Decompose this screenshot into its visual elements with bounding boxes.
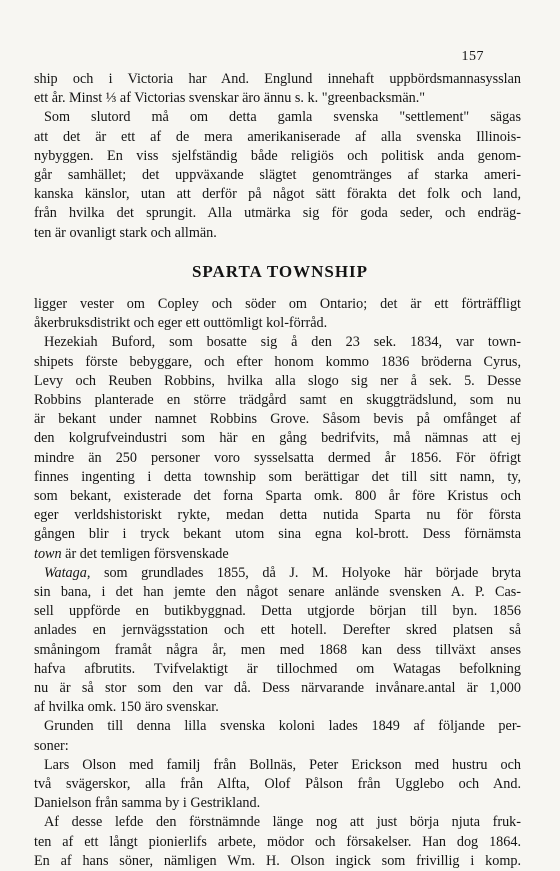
page-number: 157 bbox=[461, 49, 484, 64]
section-heading: SPARTA TOWNSHIP bbox=[191, 262, 369, 281]
text-line: ligger vester om Copley och söder om Ontario; det är ett förträffligt bbox=[34, 296, 521, 312]
text-line: ett år. Minst ⅓ af Victorias svenskar äro ännu s. k. "greenbacksmän." bbox=[34, 90, 426, 107]
text-line: sin bana, i det han jemte den något senare anlände svensken A. P. Cas- bbox=[34, 584, 521, 601]
text-line: Grunden till denna lilla svenska koloni lades 1849 af följande per- bbox=[44, 718, 521, 735]
text-line: gången blir i tryck bekant utom sina egna kol-brott. Dess förnämsta bbox=[34, 526, 521, 543]
text-line: Danielson från samma by i Gestrikland. bbox=[34, 795, 261, 812]
text-line: Af desse lefde den förstnämnde länge nog att just börja njuta fruk- bbox=[44, 814, 521, 831]
text-line: town är det temligen försvenskade bbox=[34, 545, 229, 562]
text-line: ten af ett långt pionierlifs arbete, mödor och försakelser. Han dog 1864. bbox=[34, 833, 521, 850]
intro-paragraphs bbox=[34, 70, 521, 243]
text-line: shipets förste bebyggare, och efter honom kommo 1836 bröderna Cyrus, bbox=[34, 353, 521, 370]
text-line: går samhället; det uppväxande slägtet genomtränges af starka ameri- bbox=[34, 167, 521, 184]
text-line: kanska känslor, utan att derför på något sätt förakta det folk och land, bbox=[34, 186, 521, 203]
text-line: från hvilka det sprungit. Alla utmärka sig för goda seder, och endräg- bbox=[34, 205, 521, 222]
text-line: att det är ett af de mera amerikaniserade af alla svenska Illinois- bbox=[34, 128, 521, 145]
text-line: Lars Olson med familj från Bollnäs, Peter Erickson med hustru och bbox=[44, 756, 521, 773]
text-line: Levy och Reuben Robbins, hvilka alla slogo sig ner å sek. 5. Desse bbox=[34, 372, 521, 389]
text-line: af hvilka omk. 150 äro svenskar. bbox=[34, 699, 219, 716]
text-line: sell uppförde en butikbyggnad. Detta utgjorde början till byn. 1856 bbox=[34, 603, 521, 620]
text-line: finnes ingenting i detta township som berättigar det till sitt namn, ty, bbox=[34, 468, 521, 485]
text-line: ten är ovanligt stark och allmän. bbox=[34, 224, 217, 241]
text-line: En af hans söner, nämligen Wm. H. Olson ingick som frivillig i komp. bbox=[34, 852, 521, 869]
text-line: Robbins planterade en större trädgård samt en skuggträdslund, som nu bbox=[34, 392, 521, 409]
text-line: hafva afbrutits. Tvifvelaktigt är tillochmed om Watagas befolkning bbox=[34, 660, 521, 677]
text-line: anlades en jernvägsstation och ett hotell. Derefter skred platsen så bbox=[34, 622, 521, 639]
text-line: som bekant, existerade det forna Sparta omk. 800 år före Kristus och bbox=[34, 488, 521, 505]
text-line: Hezekiah Buford, som bosatte sig å den 23 sek. 1834, var town- bbox=[44, 334, 521, 351]
text-line: Som slutord må om detta gamla svenska "settlement" sägas bbox=[44, 109, 521, 126]
text-line: den kolgrufveindustri som här en gång bedrifvits, må nämnas att ej bbox=[34, 430, 521, 447]
text-line: två svägerskor, alla från Alfta, Olof Pålson från Ugglebo och And. bbox=[34, 776, 521, 793]
text-line: nybyggen. En viss sjelfständig både religiös och politisk anda genom- bbox=[34, 147, 521, 164]
text-line: åkerbruksdistrikt och eger ett outtömligt kol-förråd. bbox=[34, 315, 328, 332]
text-line: eger verldshistoriskt rykte, medan detta nutida Sparta nu för första bbox=[34, 507, 521, 524]
text-line: mindre än 250 personer voro sysselsatta dermed år 1856. För öfrigt bbox=[34, 449, 521, 466]
text-line: är bekant under namnet Robbins Grove. Såsom bevis på omfånget af bbox=[34, 411, 521, 428]
text-line: soner: bbox=[34, 737, 69, 754]
text-line: Wataga, som grundlades 1855, då J. M. Holyoke här började bryta bbox=[44, 564, 521, 581]
text-line: ship och i Victoria har And. Englund innehaft uppbördsmannasysslan bbox=[34, 71, 521, 87]
section-paragraphs bbox=[34, 295, 521, 871]
text-line: nu är så stor som den var då. Dess närvarande invånare.antal är 1,000 bbox=[34, 680, 521, 697]
text-line: småningom framåt några år, men med 1868 kan dess tillväxt anses bbox=[34, 641, 521, 658]
